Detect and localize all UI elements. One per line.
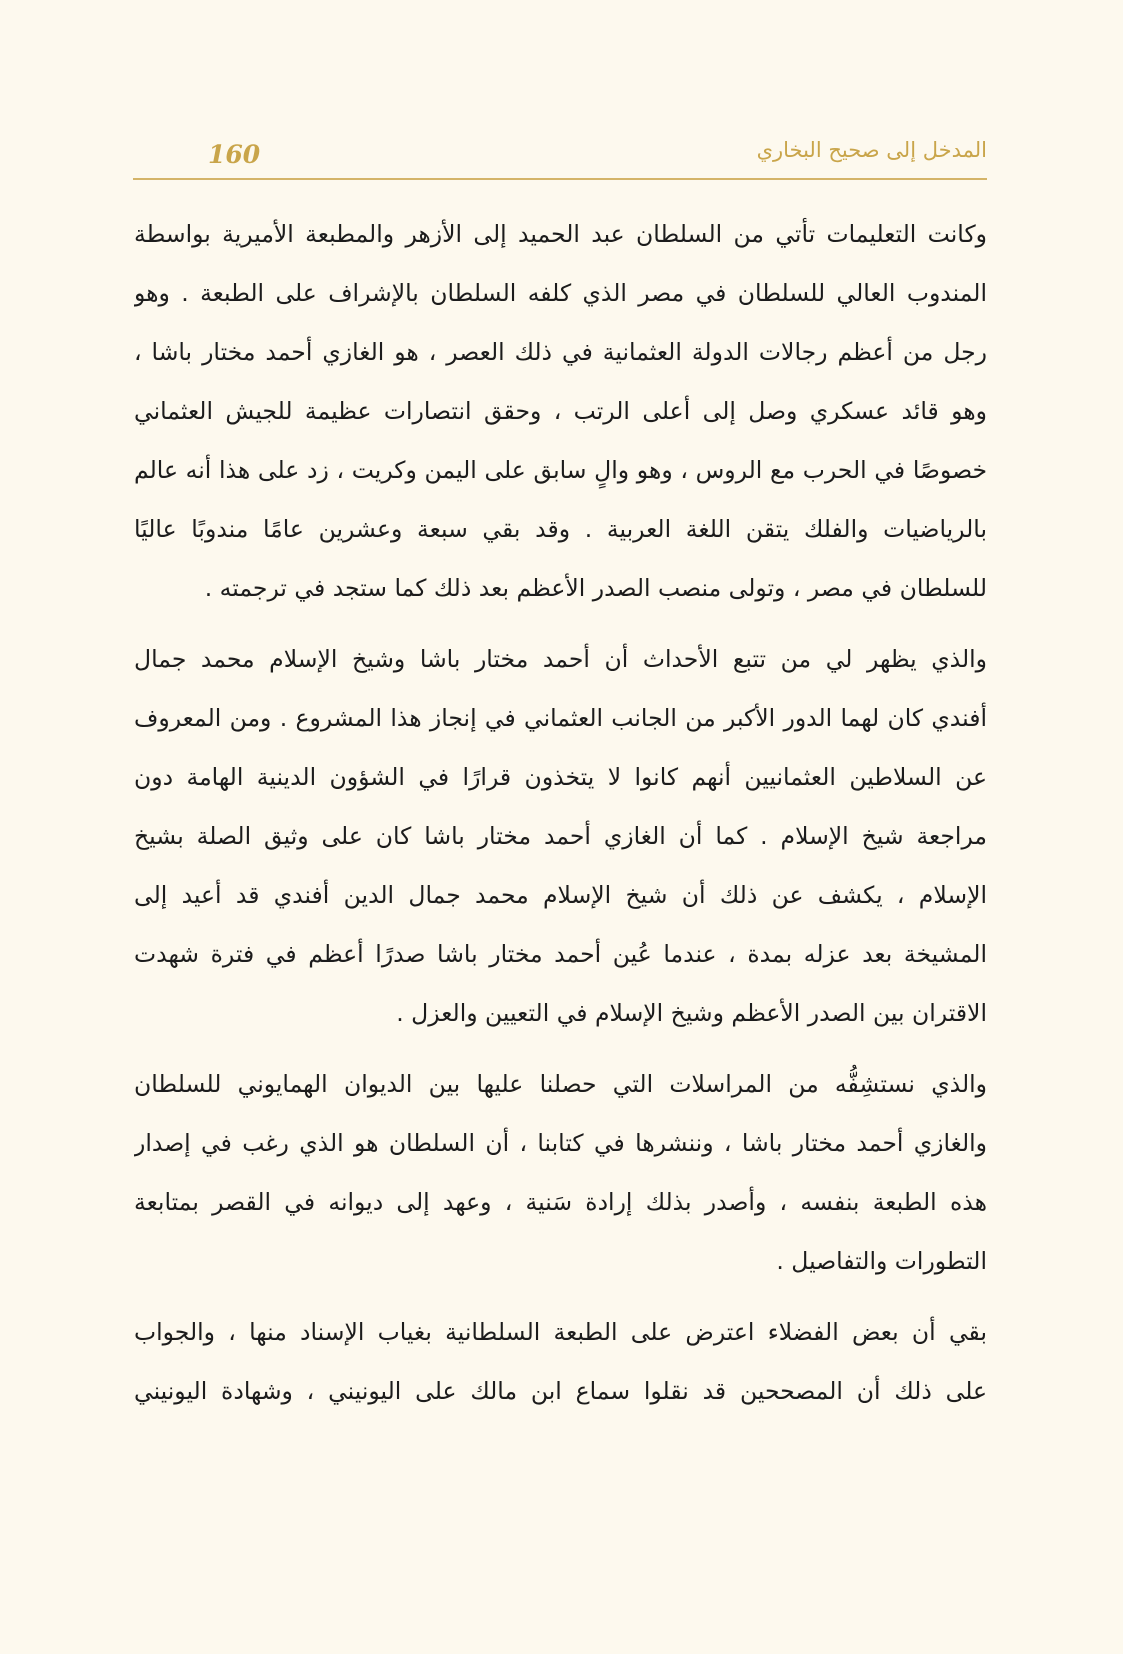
text-line: الاقتران بين الصدر الأعظم وشيخ الإسلام في التعيين والعزل . bbox=[396, 999, 987, 1027]
text-line: والغازي أحمد مختار باشا ، وننشرها في كتابنا ، أن السلطان هو الذي رغب في إصدار bbox=[134, 1129, 987, 1157]
text-line: أفندي كان لهما الدور الأكبر من الجانب العثماني في إنجاز هذا المشروع . ومن المعروف bbox=[134, 704, 987, 732]
text-line: هذه الطبعة بنفسه ، وأصدر بذلك إرادة سَنية ، وعهد إلى ديوانه في القصر بمتابعة bbox=[134, 1188, 987, 1216]
text-line: بقي أن بعض الفضلاء اعترض على الطبعة السلطانية بغياب الإسناد منها ، والجواب bbox=[134, 1318, 987, 1346]
text-line: الإسلام ، يكشف عن ذلك أن شيخ الإسلام محمد جمال الدين أفندي قد أعيد إلى bbox=[134, 881, 987, 909]
text-line: للسلطان في مصر ، وتولى منصب الصدر الأعظم بعد ذلك كما ستجد في ترجمته . bbox=[204, 574, 987, 602]
paragraph-2 bbox=[134, 630, 987, 1043]
paragraph-3 bbox=[134, 1055, 987, 1291]
text-line: بالرياضيات والفلك يتقن اللغة العربية . وقد بقي سبعة وعشرين عامًا مندوبًا عاليًا bbox=[134, 515, 987, 543]
running-title: المدخل إلى صحيح البخاري bbox=[756, 138, 987, 162]
text-line: عن السلاطين العثمانيين أنهم كانوا لا يتخذون قرارًا في الشؤون الدينية الهامة دون bbox=[134, 763, 987, 791]
text-line: المشيخة بعد عزله بمدة ، عندما عُين أحمد مختار باشا صدرًا أعظم في فترة شهدت bbox=[134, 940, 987, 968]
text-line: وكانت التعليمات تأتي من السلطان عبد الحميد إلى الأزهر والمطبعة الأميرية بواسطة bbox=[134, 220, 987, 248]
page-header bbox=[133, 132, 987, 172]
text-line: رجل من أعظم رجالات الدولة العثمانية في ذلك العصر ، هو الغازي أحمد مختار باشا ، bbox=[134, 338, 987, 366]
text-line: والذي نستشِفُّه من المراسلات التي حصلنا عليها بين الديوان الهمايوني للسلطان bbox=[134, 1070, 987, 1098]
text-line: خصوصًا في الحرب مع الروس ، وهو والٍ سابق على اليمن وكريت ، زد على هذا أنه عالم bbox=[134, 456, 987, 484]
paragraph-4 bbox=[134, 1303, 987, 1421]
text-line: التطورات والتفاصيل . bbox=[776, 1247, 987, 1275]
text-line: المندوب العالي للسلطان في مصر الذي كلفه السلطان بالإشراف على الطبعة . وهو bbox=[134, 279, 987, 307]
header-rule bbox=[133, 178, 987, 180]
body-text bbox=[134, 205, 987, 1433]
text-line: مراجعة شيخ الإسلام . كما أن الغازي أحمد مختار باشا كان على وثيق الصلة بشيخ bbox=[134, 822, 987, 850]
page-number: 160 bbox=[208, 140, 261, 169]
text-line: وهو قائد عسكري وصل إلى أعلى الرتب ، وحقق انتصارات عظيمة للجيش العثماني bbox=[134, 397, 987, 425]
text-line: على ذلك أن المصححين قد نقلوا سماع ابن مالك على اليونيني ، وشهادة اليونيني bbox=[134, 1377, 987, 1405]
paragraph-1 bbox=[134, 205, 987, 618]
text-line: والذي يظهر لي من تتبع الأحداث أن أحمد مختار باشا وشيخ الإسلام محمد جمال bbox=[134, 645, 987, 673]
